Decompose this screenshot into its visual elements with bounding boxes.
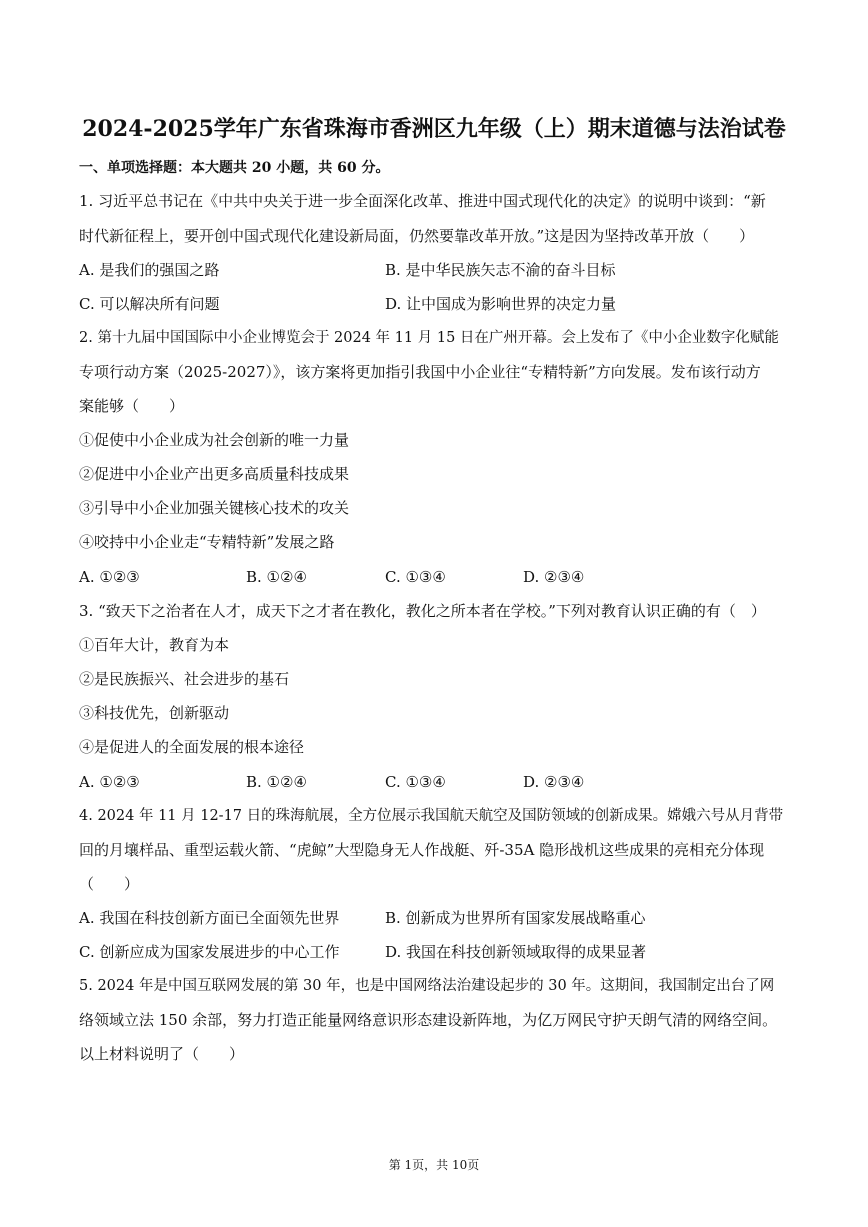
q3-option-c: C. ①③④ <box>385 773 446 791</box>
q5-stem-line2: 络领域立法 150 余部，努力打造正能量网络意识形态建设新阵地，为亿万网民守护天朗气清的网络空间。 <box>79 1011 778 1029</box>
q4-option-b: B. 创新成为世界所有国家发展战略重心 <box>385 909 646 927</box>
q4-option-c: C. 创新应成为国家发展进步的中心工作 <box>79 943 340 961</box>
section-heading: 一、单项选择题：本大题共 20 小题，共 60 分。 <box>79 160 390 176</box>
q2-option-a: A. ①②③ <box>79 568 140 586</box>
q3-option-b: B. ①②④ <box>246 773 307 791</box>
q4-option-a: A. 我国在科技创新方面已全面领先世界 <box>79 909 340 927</box>
q2-item-3: ③引导中小企业加强关键核心技术的攻关 <box>79 499 350 517</box>
q1-option-c: C. 可以解决所有问题 <box>79 295 220 313</box>
q3-option-d: D. ②③④ <box>523 773 585 791</box>
q3-item-1: ①百年大计，教育为本 <box>79 636 230 654</box>
q2-stem-line3: 案能够（ ） <box>79 397 185 415</box>
q2-option-c: C. ①③④ <box>385 568 446 586</box>
q3-option-a: A. ①②③ <box>79 773 140 791</box>
q2-item-4: ④咬持中小企业走“专精特新”发展之路 <box>79 533 335 551</box>
q2-stem-line1: 2. 第十九届中国国际中小企业博览会于 2024 年 11 月 15 日在广州开幕。会上发布了《中小企业数字化赋能 <box>79 330 779 346</box>
q1-stem-line2: 时代新征程上，要开创中国式现代化建设新局面，仍然要靠改革开放。”这是因为坚持改革开放（ ） <box>79 227 755 245</box>
q3-item-2: ②是民族振兴、社会进步的基石 <box>79 670 290 688</box>
q2-stem-line2: 专项行动方案（2025-2027）》，该方案将更加指引我国中小企业往“专精特新”方向发展。发布该行动方 <box>79 363 761 381</box>
q4-stem-line2: 回的月壤样品、重型运载火箭、“虎鲸”大型隐身无人作战艇、歼-35A 隐形战机这些成果的亮相充分体现 <box>79 841 765 859</box>
q4-option-d: D. 我国在科技创新领域取得的成果显著 <box>385 943 647 961</box>
page-footer: 第 1页，共 10页 <box>388 1158 480 1172</box>
q5-stem-line1: 5. 2024 年是中国互联网发展的第 30 年，也是中国网络法治建设起步的 30 年。这期间，我国制定出台了网 <box>79 978 775 994</box>
q3-item-3: ③科技优先，创新驱动 <box>79 704 230 722</box>
q1-stem-line1: 1. 习近平总书记在《中共中央关于进一步全面深化改革、推进中国式现代化的决定》的说明中谈到：“新 <box>79 192 766 210</box>
q2-option-d: D. ②③④ <box>523 568 585 586</box>
q2-option-b: B. ①②④ <box>246 568 307 586</box>
page-title: 2024-2025学年广东省珠海市香洲区九年级（上）期末道德与法治试卷 <box>82 116 786 142</box>
q3-item-4: ④是促进人的全面发展的根本途径 <box>79 738 305 756</box>
q1-option-b: B. 是中华民族矢志不渝的奋斗目标 <box>385 261 616 279</box>
q3-stem-line1: 3. “致天下之治者在人才，成天下之才者在教化，教化之所本者在学校。”下列对教育认识正确的有（ ） <box>79 602 766 620</box>
q5-stem-line3: 以上材料说明了（ ） <box>79 1045 245 1063</box>
q1-option-a: A. 是我们的强国之路 <box>79 261 220 279</box>
q1-option-d: D. 让中国成为影响世界的决定力量 <box>385 295 617 313</box>
q4-stem-line1: 4. 2024 年 11 月 12-17 日的珠海航展，全方位展示我国航天航空及国防领域的创新成果。嫦娥六号从月背带 <box>79 808 784 824</box>
q4-stem-line3: （ ） <box>79 875 140 893</box>
q2-item-2: ②促进中小企业产出更多高质量科技成果 <box>79 465 350 483</box>
q2-item-1: ①促使中小企业成为社会创新的唯一力量 <box>79 431 350 449</box>
